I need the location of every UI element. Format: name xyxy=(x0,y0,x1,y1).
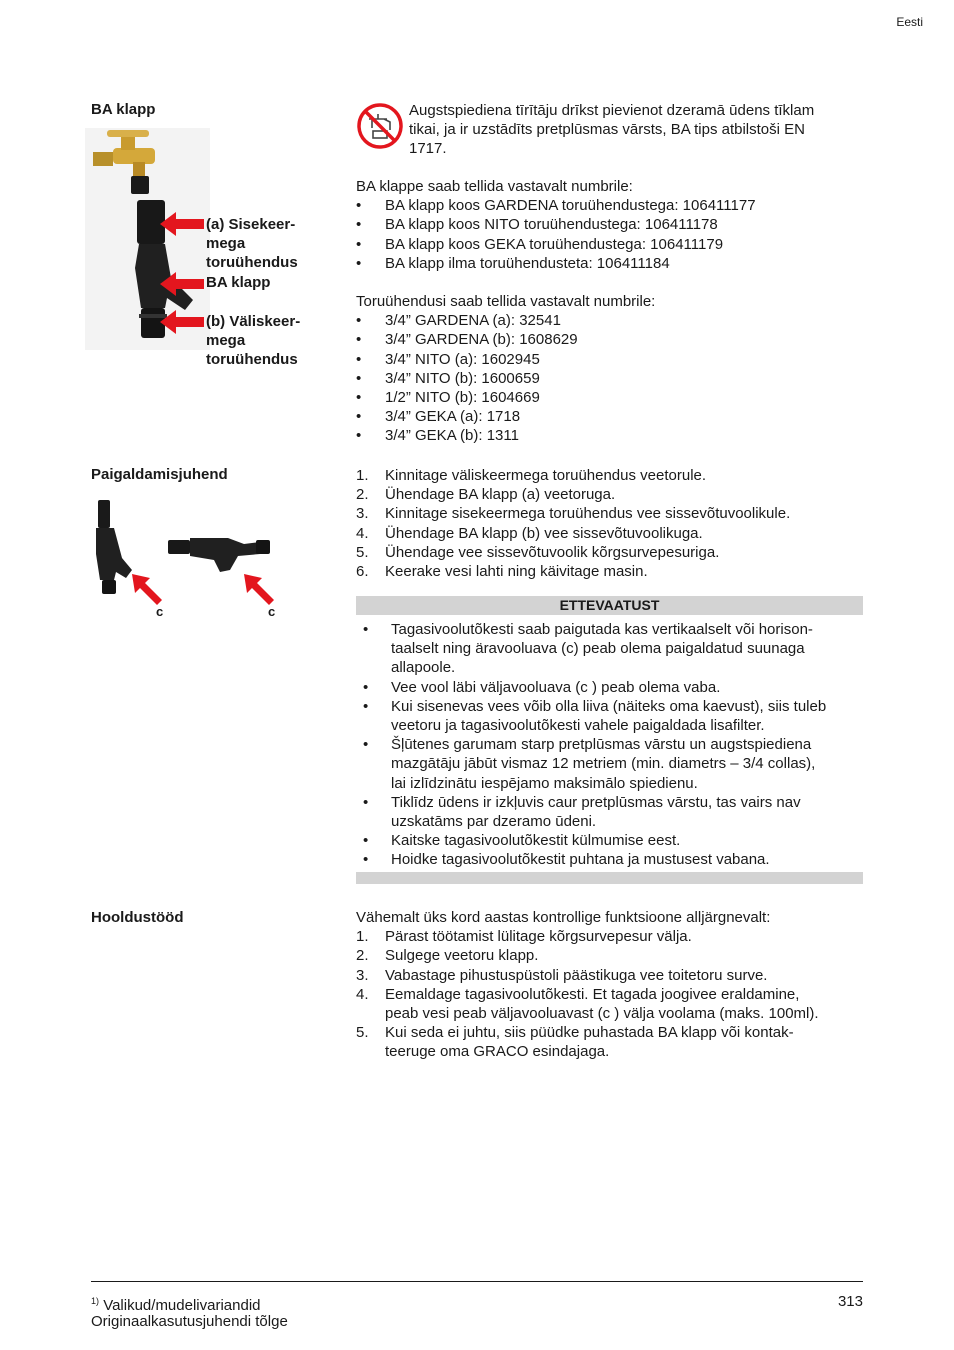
tap-connector xyxy=(131,176,149,194)
list-item: • Kui sisenevas vees võib olla liiva (näiteks oma kaevust), siis tuleb veetoru ja tagasivoolutõkesti vahele paigaldada lisafilter. xyxy=(363,697,827,735)
caution-header-bar xyxy=(356,596,863,615)
document-subtitle: Originaalkasutusjuhendi tõlge xyxy=(91,1313,288,1330)
list-item: • BA klapp koos GEKA toruühendustega: 106411179 xyxy=(356,235,724,253)
arrow-ba-icon xyxy=(160,270,204,298)
label-a: (a) Sisekeer- mega toruühendus BA klapp xyxy=(206,216,298,291)
list-item: 2. Sulgege veetoru klapp. xyxy=(356,947,539,965)
label-b: (b) Väliskeer- mega toruühendus xyxy=(206,313,301,369)
caution-title: ETTEVAATUST xyxy=(559,597,660,613)
list-item: • 3/4” GARDENA (b): 1608629 xyxy=(356,331,578,349)
list-item: • BA klapp koos NITO toruühendustega: 106411178 xyxy=(356,216,718,234)
list-item: 4. Ühendage BA klapp (b) vee sissevõtuvoolikuga. xyxy=(356,524,703,542)
list-item: • Tiklīdz ūdens ir izkļuvis caur pretplūsmas vārstu, tas vairs nav uzskatāms par dzeramo ūdeni. xyxy=(363,793,801,831)
list-item: 6. Keerake vesi lahti ning käivitage masin. xyxy=(356,563,648,581)
maintenance-block xyxy=(356,908,866,1062)
list-item: • 3/4” GARDENA (a): 32541 xyxy=(356,312,561,330)
list-item: • 3/4” NITO (b): 1600659 xyxy=(356,369,540,387)
maintenance-intro: Vähemalt üks kord aastas kontrollige funktsioone alljärgnevalt: xyxy=(356,909,771,926)
order-list-block xyxy=(356,177,866,273)
list-item: • 3/4” GEKA (a): 1718 xyxy=(356,408,521,426)
arrow-b-icon xyxy=(160,308,204,336)
ba-heading: BA klapp xyxy=(91,101,156,118)
conn-intro: Toruühendusi saab tellida vastavalt numbrile: xyxy=(356,293,656,310)
list-item: 1. Pärast töötamist lülitage kõrgsurvepesur välja. xyxy=(356,928,692,946)
install-steps xyxy=(356,466,866,581)
list-item: 4. Eemaldage tagasivoolutõkesti. Et tagada joogivee eraldamine, peab vesi peab väljavooluavast (c ) välja voolama (maks. 100ml). xyxy=(356,985,819,1023)
list-item: • Vee vool läbi väljavooluava (c ) peab olema vaba. xyxy=(363,678,721,696)
connector-list-block xyxy=(356,292,866,446)
list-item: 1. Kinnitage väliskeermega toruühendus veetorule. xyxy=(356,467,707,484)
language-label: Eesti xyxy=(896,15,923,29)
list-item: 3. Kinnitage sisekeermega toruühendus vee sissevõtuvoolikule. xyxy=(356,505,791,523)
maintenance-steps xyxy=(356,927,866,1061)
install-heading: Paigaldamisjuhend xyxy=(91,466,228,483)
warning-text: Augstspiediena tīrītāju drīkst pievienot dzeramā ūdens tīklam tikai, ja ir uzstādīts pretplūsmas vārsts, BA tips atbilstoši EN 1717. xyxy=(409,102,815,158)
list-item: • 1/2” NITO (b): 1604669 xyxy=(356,389,540,407)
footnote: $^{1)}$ Valikud/mudelivariandid xyxy=(91,1296,261,1314)
arrow-a-icon xyxy=(160,210,204,238)
footer-divider xyxy=(91,1281,863,1282)
list-item: 5. Kui seda ei juhtu, siis püüdke puhastada BA klapp või kontak- teeruge oma GRACO esindajaga. xyxy=(356,1024,794,1061)
order-intro: BA klappe saab tellida vastavalt numbrile: xyxy=(356,178,633,195)
caution-list xyxy=(356,620,863,870)
maintenance-heading: Hooldustööd xyxy=(91,909,184,926)
list-item: • Kaitske tagasivoolutõkestit külmumise eest. xyxy=(363,832,681,850)
list-item: 2. Ühendage BA klapp (a) veetoruga. xyxy=(356,486,616,504)
arrow-c-right-icon xyxy=(242,572,276,606)
list-item: • 3/4” NITO (a): 1602945 xyxy=(356,350,540,368)
label-c-left: c xyxy=(156,604,164,619)
list-item: • BA klapp koos GARDENA toruühendustega: 106411177 xyxy=(356,197,756,215)
page-number: 313 xyxy=(837,1293,863,1310)
order-list xyxy=(356,196,866,273)
list-item: • BA klapp ilma toruühendusteta: 106411184 xyxy=(356,254,670,272)
label-c-right: c xyxy=(268,604,276,619)
list-item: • Tagasivoolutõkesti saab paigutada kas vertikaalselt või horison- taalselt ning äravooluava (c) peab olema paigaldatud suunaga allapoole. xyxy=(363,621,813,677)
list-item: • 3/4” GEKA (b): 1311 xyxy=(356,427,519,445)
list-item: • Hoidke tagasivoolutõkestit puhtana ja mustusest vabana. xyxy=(363,851,770,869)
no-drinking-water-icon xyxy=(356,102,404,150)
connector-list xyxy=(356,311,866,445)
caution-footer-bar xyxy=(356,872,863,884)
list-item: 5. Ühendage vee sissevõtuvoolik kõrgsurvepesuriga. xyxy=(356,543,720,561)
arrow-c-left-icon xyxy=(130,572,164,606)
list-item: • Šļūtenes garumam starp pretplūsmas vārstu un augstspiediena mazgātāju jābūt vismaz 12 metriem (min. diametrs – 3/4 collas), lai izlīdzinātu iespējamo maksimālo spiedienu. xyxy=(363,736,816,792)
list-item: 3. Vabastage pihustuspüstoli päästikuga vee toitetoru surve. xyxy=(356,966,768,984)
